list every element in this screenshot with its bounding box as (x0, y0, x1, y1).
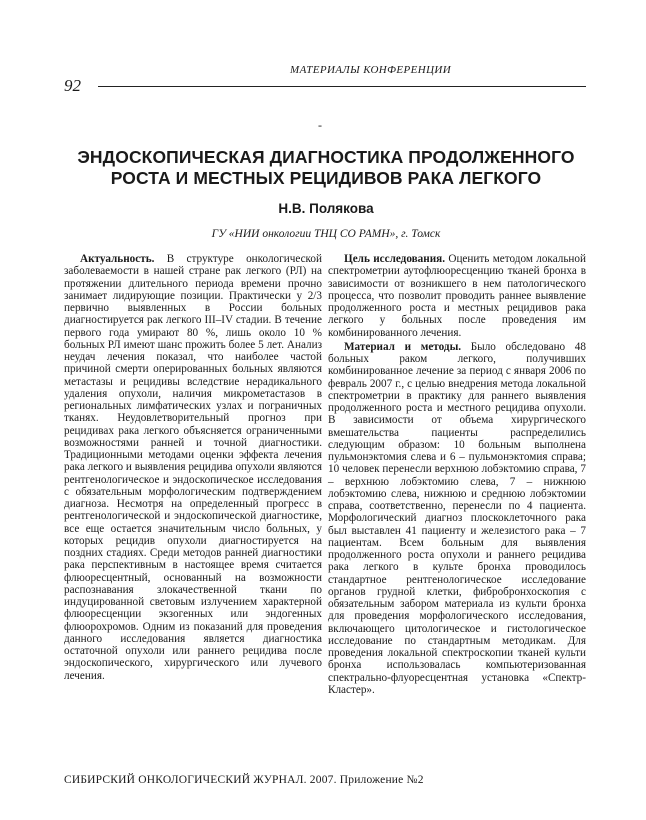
methods-paragraph (328, 341, 586, 696)
methods-text: Было обследовано 48 больных раком легкого, получивших комбинированное лечение за период с января 2006 по февраль 2007 г., с целью внедрения метода локальной спектрометрии в практику для раннего выявления продолженного роста и местного рецидива опухоли. В зависимости от объема хирургического вмешательства пациенты распределились следующим образом: 10 больным выполнена пульмонэктомия слева и 6 – пульмонэктомия справа; 10 человек перенесли верхнюю лобэктомию справа, 7 – верхнюю лобэктомию слева, 7 – нижнюю лобэктомию слева, нижнюю и среднюю лобэктомии справа, соответственно, перенесли по 4 пациента. Морфологический диагноз плоскоклеточного рака был выставлен 41 пациенту и железистого рака – 7 пациентам. Всем больным для выявления продолженного роста опухоли и раннего рецидива рака легкого в культе бронха проводилось стандартное рентгенологическое исследование органов грудной клетки, фибробронхоскопия с обязательным забором материала из культи бронха для проведения морфологического исследования, включающего цитологическое и гистологическое исследование по стандартным методикам. Для проведения локальной спектроскопии тканей культи бронха использовалась компьютеризованная спектрально-флуоресцентная установка «Спектр-Кластер». (328, 340, 586, 696)
title-line-2: РОСТА И МЕСТНЫХ РЕЦИДИВОВ РАКА ЛЕГКОГО (110, 168, 542, 188)
article-title (64, 147, 588, 189)
dash-mark: - (318, 118, 322, 132)
aim-text: Оценить методом локальной спектрометрии аутофлюоресценцию тканей бронха в зависимости от возникшего в нем патологического процесса, что позволит проводить раннее выявление продолженного роста и местных рецидивов рака легкого у больных после проведения им комбинированного лечения. (328, 253, 587, 339)
title-line-1: ЭНДОСКОПИЧЕСКАЯ ДИАГНОСТИКА ПРОДОЛЖЕННОГО (77, 147, 575, 167)
author: Н.В. Полякова (278, 201, 374, 216)
left-column (64, 253, 322, 682)
running-header: МАТЕРИАЛЫ КОНФЕРЕНЦИИ (290, 64, 452, 76)
aim-paragraph (328, 253, 586, 339)
page-number: 92 (64, 76, 81, 95)
affiliation: ГУ «НИИ онкологии ТНЦ СО РАМН», г. Томск (211, 228, 441, 240)
relevance-heading: Актуальность. (80, 253, 155, 265)
methods-heading: Материал и методы. (344, 340, 462, 353)
journal-footer: СИБИРСКИЙ ОНКОЛОГИЧЕСКИЙ ЖУРНАЛ. 2007. Приложение №2 (64, 774, 424, 786)
relevance-paragraph (64, 253, 322, 682)
right-column (328, 253, 586, 696)
header-rule (98, 86, 586, 87)
relevance-text: В структуре онкологической заболеваемости в нашей стране рак легкого (РЛ) на протяжении длительного периода времени прочно занимает лидирующие позиции. Практически у 2/3 первично выявленных в России больных диагностируется рак легкого III–IV стадии. В течение первого года умирают 80 %, лишь около 10 % больных РЛ имеют шанс прожить более 5 лет. Анализ неудач лечения показал, что наиболее частой причиной смерти оперированных больных являются метастазы и рецидивы вследствие нерадикального удаления опухоли, наличия микрометастазов в региональных лимфатических узлах и пограничных тканях. Неудовлетворительный прогноз при рецидивах рака легкого объясняется ограниченными возможностями ранней и точной диагностики. Традиционными методами оценки эффекта лечения рака легкого и выявления рецидива опухоли являются рентгенологическое и эндоскопическое исследования с обязательным морфологическим подтверждением диагноза. Несмотря на определенный прогресс в рентгенологической и эндоскопической диагностике, все еще остается значительным число больных, у которых рецидив опухоли диагностируется на поздних стадиях. Среди методов ранней диагностики рака перспективным в настоящее время считается флюоресцентный, основанный на возможности распознавания злокачественной ткани по индуцированной световым излучением характерной флюоресценции экзогенных или эндогенных флюорохромов. Одним из показаний для проведения данного исследования является диагностика остаточной опухоли или раннего рецидива после эндоскопического, хирургического или лучевого лечения. (64, 253, 322, 682)
aim-heading: Цель исследования. (344, 253, 446, 265)
